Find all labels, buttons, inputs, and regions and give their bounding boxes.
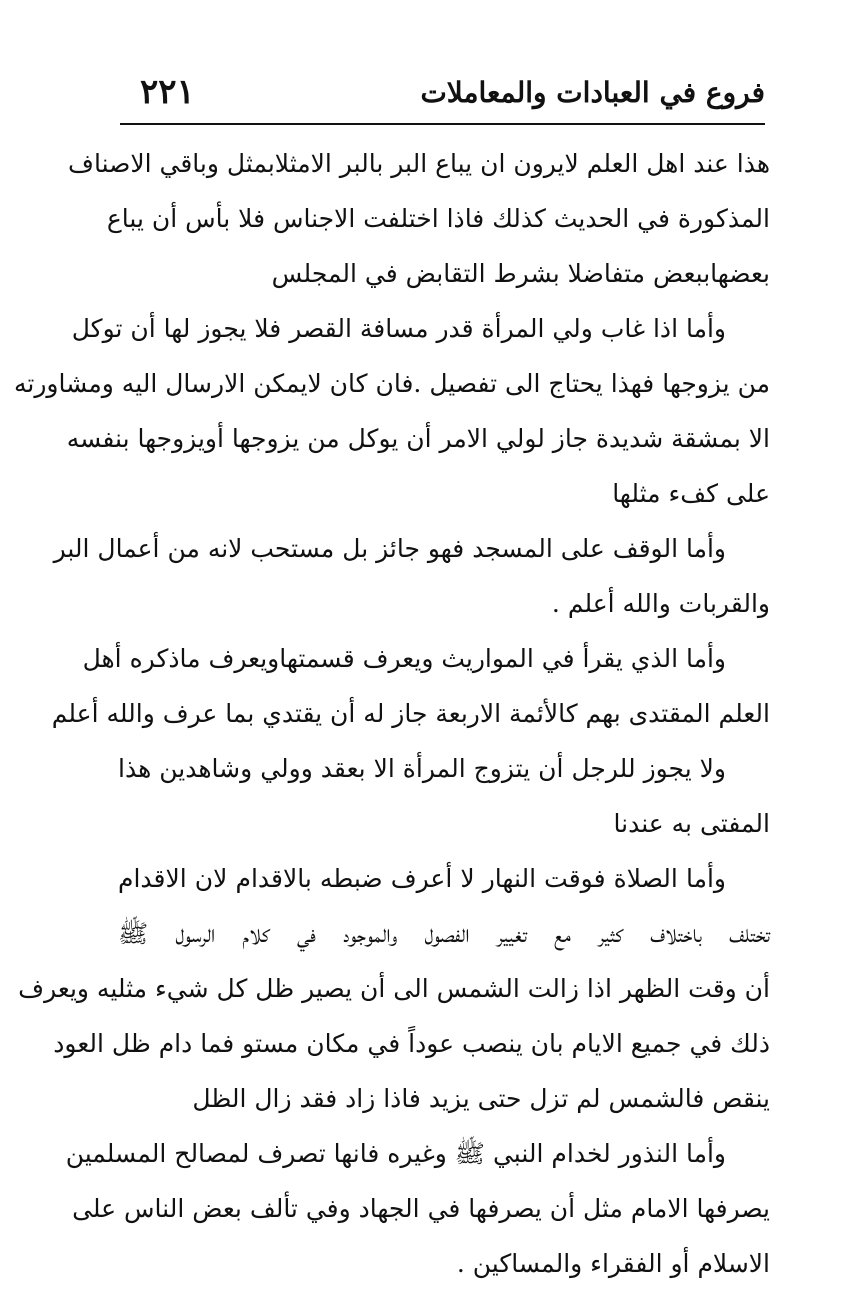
running-header [120, 70, 765, 122]
header-title: فروع في العبادات والمعاملات [420, 76, 765, 109]
text-line: بعضهاببعض متفاضلا بشرط التقابض في المجلس [271, 259, 770, 288]
text-line: الا بمشقة شديدة جاز لولي الامر أن يوكل من يزوجها أويزوجها بنفسه [66, 424, 770, 453]
page-number: ٢٢١ [140, 72, 195, 112]
text-line: يصرفها الامام مثل أن يصرفها في الجهاد وفي تألف بعض الناس على [72, 1194, 770, 1223]
text-line: ذلك في جميع الايام بان ينصب عوداً في مكان مستو فما دام ظل العود [53, 1029, 770, 1058]
text-line: من يزوجها فهذا يحتاج الى تفصيل .فان كان لايمكن الارسال اليه ومشاورته [13, 369, 770, 398]
text-line: وأما الوقف على المسجد فهو جائز بل مستحب لانه من أعمال البر [53, 534, 726, 563]
text-line: هذا عند اهل العلم لايرون ان يباع البر بالبر الامثلابمثل وباقي الاصناف [68, 149, 770, 178]
text-line: المفتى به عندنا [613, 809, 770, 838]
text-line: أن وقت الظهر اذا زالت الشمس الى أن يصير ظل كل شيء مثليه ويعرف [18, 974, 770, 1003]
text-line: على كفء مثلها [612, 479, 770, 508]
body-text [13, 136, 770, 1291]
text-line: وأما النذور لخدام النبي ﷺ وغيره فانها تصرف لمصالح المسلمين [65, 1139, 726, 1168]
text-line: ينقص فالشمس لم تزل حتى يزيد فاذا زاد فقد زال الظل [192, 1084, 770, 1113]
header-rule [120, 123, 765, 125]
text-line: وأما الصلاة فوقت النهار لا أعرف ضبطه بالاقدام لان الاقدام [118, 864, 726, 893]
text-line: تختلف باختلاف كثير مع تغيير الفصول والموجود في كلام الرسول ﷺ [118, 919, 770, 948]
text-line: وأما الذي يقرأ في المواريث ويعرف قسمتهاويعرف ماذكره أهل [82, 644, 726, 673]
text-line: وأما اذا غاب ولي المرأة قدر مسافة القصر فلا يجوز لها أن توكل [71, 314, 726, 343]
text-line: والقربات والله أعلم . [551, 589, 770, 618]
text-line: العلم المقتدى بهم كالأئمة الاربعة جاز له أن يقتدي بما عرف والله أعلم [51, 699, 770, 728]
text-line: الاسلام أو الفقراء والمساكين . [456, 1249, 770, 1278]
text-line: المذكورة في الحديث كذلك فاذا اختلفت الاجناس فلا بأس أن يباع [106, 204, 770, 233]
text-line: ولا يجوز للرجل أن يتزوج المرأة الا بعقد وولي وشاهدين هذا [118, 754, 726, 783]
